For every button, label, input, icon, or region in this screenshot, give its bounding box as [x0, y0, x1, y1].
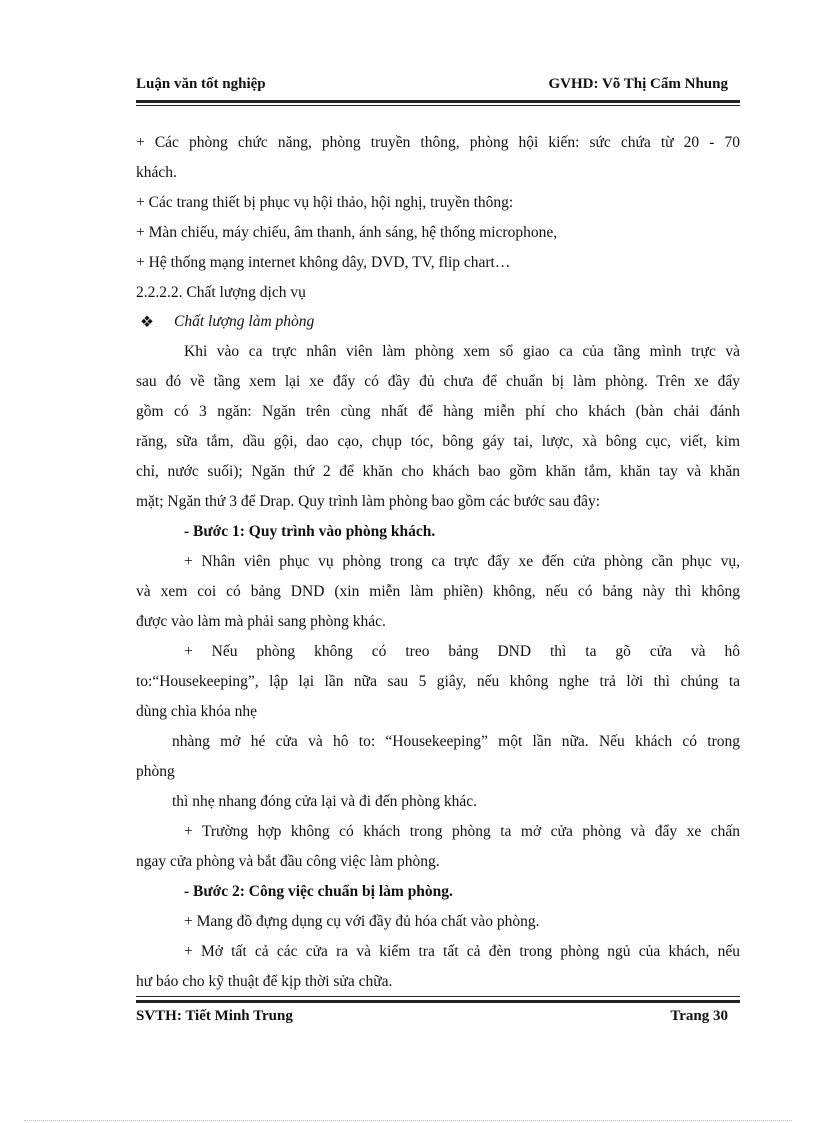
text-line: + Mở tất cả các cửa ra và kiểm tra tất cả đèn trong phòng ngủ của khách, nếu	[184, 943, 740, 960]
footer-rule-thick	[136, 1000, 740, 1003]
text-line: phòng	[136, 763, 175, 780]
text-line: to:“Housekeeping”, lập lại lần nữa sau 5 giây, nếu không nghe trả lời thì chúng ta	[136, 673, 740, 690]
section-heading: 2.2.2.2. Chất lượng dịch vụ	[136, 284, 306, 301]
text-line: hư báo cho kỹ thuật để kịp thời sửa chữa.	[136, 973, 393, 990]
text-line: chỉ, nước suối); Ngăn thứ 2 để khăn cho khách bao gồm khăn tắm, khăn tay và khăn	[136, 463, 740, 480]
step-heading: - Bước 2: Công việc chuẩn bị làm phòng.	[184, 883, 453, 900]
page-header	[136, 74, 728, 100]
header-advisor: GVHD: Võ Thị Cẩm Nhung	[548, 76, 728, 92]
footer-student: SVTH: Tiết Minh Trung	[136, 1008, 293, 1024]
text-line: + Trường hợp không có khách trong phòng ta mở cửa phòng và đẩy xe chấn	[184, 823, 740, 840]
text-line: Khi vào ca trực nhân viên làm phòng xem sổ giao ca của tầng mình trực và	[184, 343, 740, 360]
header-rule-thick	[136, 100, 740, 103]
text-line: khách.	[136, 164, 177, 181]
footer-rule-thin	[136, 996, 740, 997]
text-line: + Nhân viên phục vụ phòng trong ca trực đẩy xe đến cửa phòng cần phục vụ,	[184, 553, 740, 570]
text-line: dùng chìa khóa nhẹ	[136, 703, 257, 720]
text-line: + Màn chiếu, máy chiếu, âm thanh, ánh sáng, hệ thống microphone,	[136, 224, 558, 241]
text-line: gồm có 3 ngăn: Ngăn trên cùng nhất để hàng miễn phí cho khách (bàn chải đánh	[136, 403, 740, 420]
text-line: và xem coi có bảng DND (xin miễn làm phiền) không, nếu có bảng này thì không	[136, 583, 740, 600]
text-line: được vào làm mà phải sang phòng khác.	[136, 613, 386, 630]
header-rule-thin	[136, 105, 740, 106]
subsection-heading: Chất lượng làm phòng	[174, 313, 315, 330]
text-line: + Mang đồ đựng dụng cụ với đầy đủ hóa chất vào phòng.	[184, 913, 540, 930]
text-line: sau đó về tầng xem lại xe đẩy có đầy đủ chưa để chuẩn bị làm phòng. Trên xe đẩy	[136, 373, 740, 390]
text-line: mặt; Ngăn thứ 3 để Drap. Quy trình làm phòng bao gồm các bước sau đây:	[136, 493, 601, 510]
text-line: + Hệ thống mạng internet không dây, DVD, TV, flip chart…	[136, 254, 511, 271]
page-edge-divider	[24, 1120, 792, 1121]
text-line: thì nhẹ nhang đóng cửa lại và đi đến phòng khác.	[172, 793, 477, 810]
text-line: răng, sữa tắm, dầu gội, dao cạo, chụp tóc, bông gáy tai, lược, xà bông cục, viết, kim	[136, 433, 740, 450]
text-line: nhàng mở hé cửa và hô to: “Housekeeping” một lần nữa. Nếu khách có trong	[172, 733, 740, 750]
text-line: ngay cửa phòng và bắt đầu công việc làm phòng.	[136, 853, 440, 870]
text-line: + Nếu phòng không có treo bảng DND thì ta gõ cửa và hô	[184, 643, 740, 660]
bullet-icon: ❖	[140, 314, 154, 331]
text-line: + Các phòng chức năng, phòng truyền thông, phòng hội kiến: sức chứa từ 20 - 70	[136, 134, 740, 151]
step-heading: - Bước 1: Quy trình vào phòng khách.	[184, 523, 436, 540]
footer-page-number: Trang 30	[670, 1008, 728, 1024]
header-thesis-title: Luận văn tốt nghiệp	[136, 76, 266, 92]
text-line: + Các trang thiết bị phục vụ hội thảo, hội nghị, truyền thông:	[136, 194, 514, 211]
